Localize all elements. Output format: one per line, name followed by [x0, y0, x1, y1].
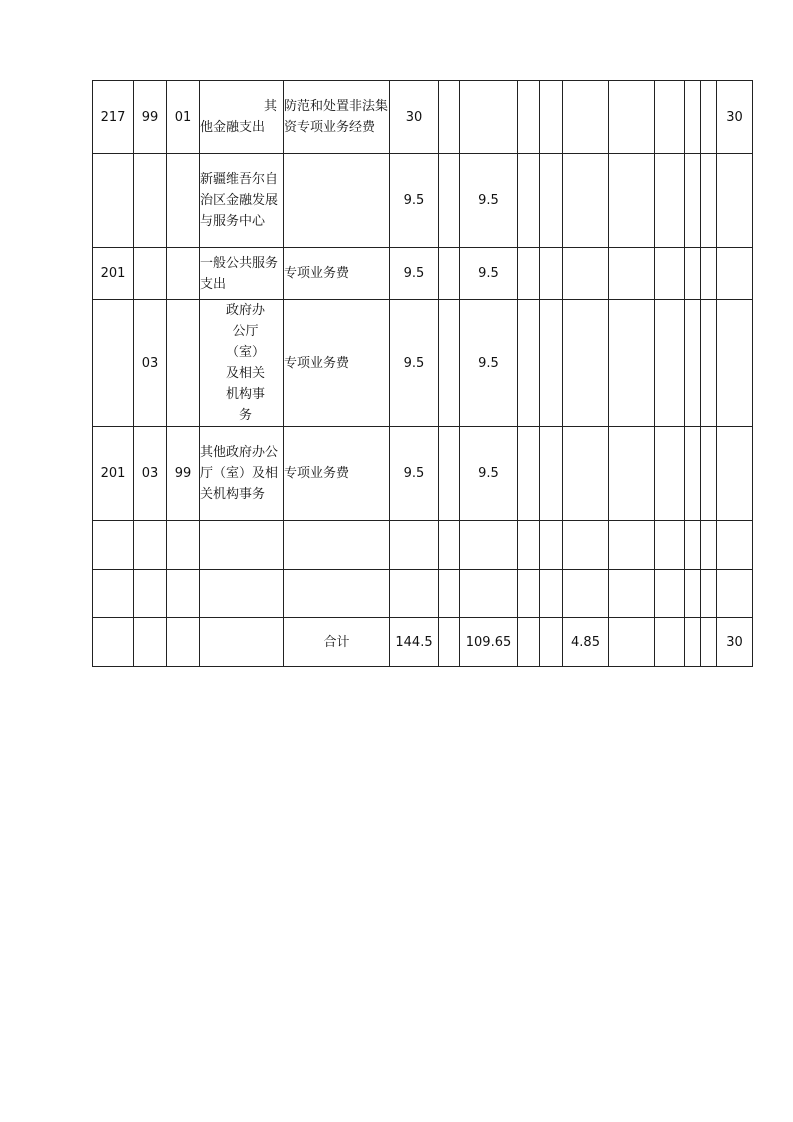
total-amount-cell: 9.5 — [390, 300, 439, 427]
section-code-cell — [134, 248, 167, 300]
empty-cell — [563, 81, 609, 154]
table-row — [93, 154, 753, 248]
empty-cell — [518, 248, 540, 300]
empty-cell — [93, 570, 134, 618]
project-name-cell: 防范和处置非法集资专项业务经费 — [284, 81, 390, 154]
empty-cell — [439, 427, 460, 521]
empty-cell — [460, 570, 518, 618]
section-code-cell: 03 — [134, 427, 167, 521]
item-code-cell: 99 — [167, 427, 200, 521]
section-code-cell — [134, 154, 167, 248]
empty-cell — [655, 248, 685, 300]
subject-name-cell: 一般公共服务支出 — [200, 248, 284, 300]
empty-cell — [563, 300, 609, 427]
class-code-cell: 201 — [93, 248, 134, 300]
class-code-cell — [93, 154, 134, 248]
empty-cell — [701, 521, 717, 570]
empty-cell — [655, 300, 685, 427]
table-row — [93, 300, 753, 427]
empty-cell — [167, 618, 200, 667]
last-amount-cell — [717, 154, 753, 248]
empty-cell — [200, 521, 284, 570]
class-code-cell: 201 — [93, 427, 134, 521]
totals-project-expense-cell: 109.65 — [460, 618, 518, 667]
totals-mid-cell: 4.85 — [563, 618, 609, 667]
empty-cell — [439, 570, 460, 618]
last-amount-cell — [717, 248, 753, 300]
empty-cell — [540, 248, 563, 300]
empty-cell — [439, 154, 460, 248]
empty-cell — [609, 427, 655, 521]
subject-name-line1: 其 — [263, 99, 277, 114]
empty-cell — [460, 521, 518, 570]
empty-cell — [701, 570, 717, 618]
total-amount-cell: 9.5 — [390, 154, 439, 248]
empty-cell — [540, 154, 563, 248]
empty-cell — [609, 521, 655, 570]
empty-cell — [685, 521, 701, 570]
empty-cell — [439, 521, 460, 570]
empty-cell — [284, 521, 390, 570]
totals-row — [93, 618, 753, 667]
empty-cell — [518, 618, 540, 667]
last-amount-cell — [717, 300, 753, 427]
project-expense-cell: 9.5 — [460, 300, 518, 427]
project-expense-cell: 9.5 — [460, 154, 518, 248]
empty-cell — [685, 248, 701, 300]
totals-label: 合计 — [284, 618, 390, 667]
empty-cell — [540, 81, 563, 154]
subject-name-cell: 其他政府办公厅（室）及相关机构事务 — [200, 427, 284, 521]
empty-cell — [439, 618, 460, 667]
totals-last-cell: 30 — [717, 618, 753, 667]
empty-cell — [390, 521, 439, 570]
empty-cell — [701, 154, 717, 248]
project-name-cell — [284, 154, 390, 248]
empty-cell — [717, 570, 753, 618]
empty-cell — [563, 154, 609, 248]
empty-cell — [655, 521, 685, 570]
empty-cell — [540, 521, 563, 570]
total-amount-cell: 9.5 — [390, 248, 439, 300]
empty-cell — [655, 154, 685, 248]
empty-cell — [439, 248, 460, 300]
empty-cell — [655, 81, 685, 154]
empty-cell — [390, 570, 439, 618]
table-row-empty — [93, 570, 753, 618]
project-name-cell: 专项业务费 — [284, 427, 390, 521]
empty-cell — [284, 570, 390, 618]
empty-cell — [518, 521, 540, 570]
budget-table — [92, 80, 753, 667]
empty-cell — [701, 427, 717, 521]
empty-cell — [701, 248, 717, 300]
empty-cell — [200, 618, 284, 667]
empty-cell — [540, 570, 563, 618]
empty-cell — [540, 618, 563, 667]
project-expense-cell — [460, 81, 518, 154]
empty-cell — [134, 570, 167, 618]
empty-cell — [685, 300, 701, 427]
table-row — [93, 81, 753, 154]
empty-cell — [518, 570, 540, 618]
empty-cell — [134, 521, 167, 570]
total-amount-cell: 9.5 — [390, 427, 439, 521]
empty-cell — [685, 154, 701, 248]
totals-total-cell: 144.5 — [390, 618, 439, 667]
empty-cell — [701, 81, 717, 154]
class-code-cell: 217 — [93, 81, 134, 154]
empty-cell — [518, 427, 540, 521]
empty-cell — [609, 570, 655, 618]
empty-cell — [563, 570, 609, 618]
class-code-cell — [93, 300, 134, 427]
empty-cell — [609, 81, 655, 154]
empty-cell — [655, 570, 685, 618]
empty-cell — [609, 248, 655, 300]
last-amount-cell — [717, 427, 753, 521]
empty-cell — [167, 521, 200, 570]
empty-cell — [655, 427, 685, 521]
last-amount-cell: 30 — [717, 81, 753, 154]
section-code-cell: 99 — [134, 81, 167, 154]
empty-cell — [200, 570, 284, 618]
empty-cell — [93, 521, 134, 570]
empty-cell — [701, 618, 717, 667]
empty-cell — [609, 300, 655, 427]
empty-cell — [563, 521, 609, 570]
empty-cell — [717, 521, 753, 570]
empty-cell — [685, 618, 701, 667]
subject-name-line2: 他金融支出 — [200, 120, 266, 135]
item-code-cell — [167, 248, 200, 300]
empty-cell — [609, 618, 655, 667]
empty-cell — [167, 570, 200, 618]
empty-cell — [518, 154, 540, 248]
empty-cell — [685, 570, 701, 618]
empty-cell — [439, 300, 460, 427]
empty-cell — [540, 300, 563, 427]
empty-cell — [701, 300, 717, 427]
empty-cell — [655, 618, 685, 667]
empty-cell — [685, 427, 701, 521]
empty-cell — [609, 154, 655, 248]
empty-cell — [540, 427, 563, 521]
empty-cell — [563, 248, 609, 300]
table-row — [93, 427, 753, 521]
project-expense-cell: 9.5 — [460, 427, 518, 521]
table-row-empty — [93, 521, 753, 570]
table-row — [93, 248, 753, 300]
project-name-cell: 专项业务费 — [284, 248, 390, 300]
empty-cell — [518, 81, 540, 154]
empty-cell — [439, 81, 460, 154]
project-expense-cell: 9.5 — [460, 248, 518, 300]
empty-cell — [685, 81, 701, 154]
section-code-cell: 03 — [134, 300, 167, 427]
item-code-cell — [167, 300, 200, 427]
total-amount-cell: 30 — [390, 81, 439, 154]
subject-name-cell: 新疆维吾尔自治区金融发展与服务中心 — [200, 154, 284, 248]
item-code-cell — [167, 154, 200, 248]
empty-cell — [93, 618, 134, 667]
item-code-cell: 01 — [167, 81, 200, 154]
subject-name-cell — [200, 81, 284, 154]
empty-cell — [134, 618, 167, 667]
subject-name-cell: 政府办公厅（室）及相关机构事务 — [200, 300, 284, 427]
empty-cell — [563, 427, 609, 521]
empty-cell — [518, 300, 540, 427]
project-name-cell: 专项业务费 — [284, 300, 390, 427]
